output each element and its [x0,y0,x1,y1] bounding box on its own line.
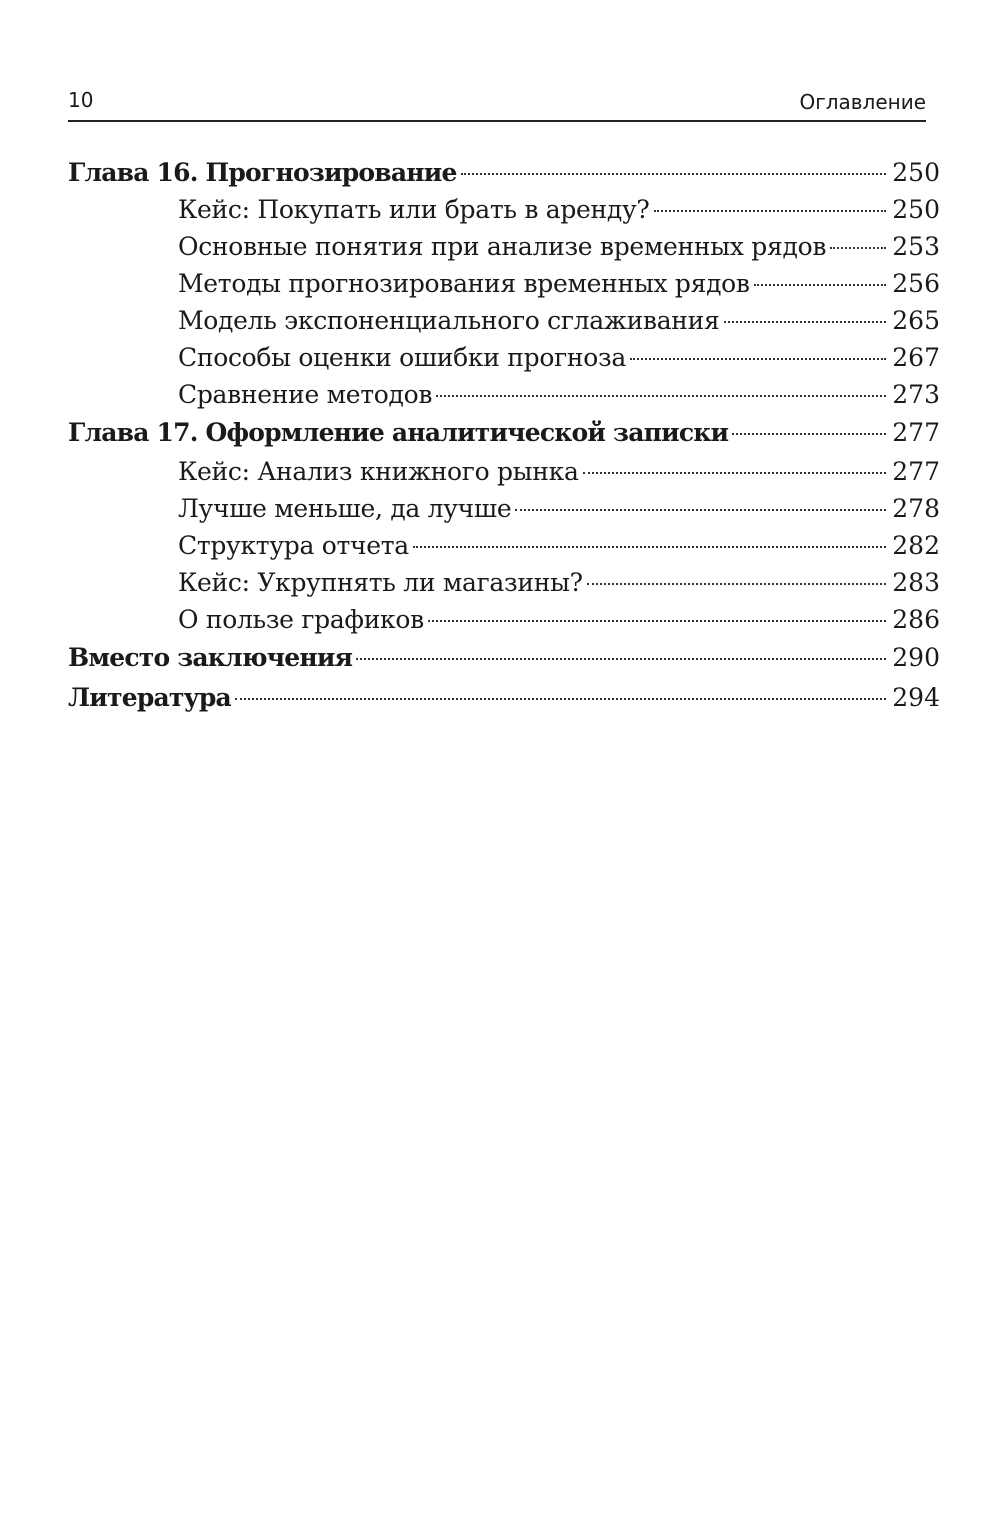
toc-entry-page: 286 [892,605,940,634]
toc-entry-title: Основные понятия при анализе временных рядов [178,232,827,261]
toc-section[interactable] [68,376,940,413]
toc-entry-title: Глава 16. Прогнозирование [68,158,457,187]
toc-section[interactable] [68,527,940,564]
toc-entry-title: Кейс: Анализ книжного рынка [178,457,579,486]
toc-section[interactable] [68,339,940,376]
toc-section[interactable] [68,490,940,527]
toc-entry-title: Методы прогнозирования временных рядов [178,269,750,298]
dot-leader [235,698,886,700]
toc-entry-page: 283 [892,568,940,597]
table-of-contents [68,154,940,718]
dot-leader [654,210,886,212]
toc-entry-page: 256 [892,269,940,298]
dot-leader [515,509,886,511]
toc-section[interactable] [68,601,940,638]
dot-leader [630,358,886,360]
toc-entry-title: Структура отчета [178,531,409,560]
toc-entry-title: Модель экспоненциального сглаживания [178,306,720,335]
toc-section[interactable] [68,302,940,339]
toc-entry-title: Глава 17. Оформление аналитической записки [68,418,729,447]
toc-section[interactable] [68,228,940,265]
toc-entry-page: 265 [892,306,940,335]
dot-leader [428,620,886,622]
toc-entry-page: 250 [892,158,940,187]
toc-entry-title: Вместо заключения [68,643,353,672]
dot-leader [413,546,886,548]
toc-entry-page: 290 [892,643,940,672]
page-number: 10 [68,88,94,112]
toc-entry-title: Литература [68,683,231,712]
toc-entry-page: 273 [892,380,940,409]
toc-entry-title: Сравнение методов [178,380,433,409]
toc-section[interactable] [68,564,940,601]
dot-leader [461,173,886,175]
toc-entry-page: 253 [892,232,940,261]
toc-entry-page: 250 [892,195,940,224]
toc-entry-page: 282 [892,531,940,560]
toc-section[interactable] [68,453,940,490]
toc-entry-title: Кейс: Укрупнять ли магазины? [178,568,583,597]
toc-chapter-17[interactable] [68,413,940,453]
toc-entry-title: Лучше меньше, да лучше [178,494,512,523]
dot-leader [356,658,886,660]
toc-entry-title: Способы оценки ошибки прогноза [178,343,626,372]
toc-entry-page: 277 [892,418,940,447]
toc-section[interactable] [68,191,940,228]
toc-chapter-16[interactable] [68,154,940,191]
dot-leader [583,472,886,474]
page-header [68,86,926,122]
running-title: Оглавление [799,90,926,114]
dot-leader [724,321,886,323]
dot-leader [436,395,886,397]
toc-bibliography[interactable] [68,678,940,718]
toc-entry-title: Кейс: Покупать или брать в аренду? [178,195,650,224]
toc-entry-page: 267 [892,343,940,372]
toc-entry-page: 294 [892,683,940,712]
dot-leader [732,433,886,435]
toc-section[interactable] [68,265,940,302]
dot-leader [754,284,886,286]
toc-conclusion[interactable] [68,638,940,678]
toc-entry-page: 277 [892,457,940,486]
toc-entry-page: 278 [892,494,940,523]
dot-leader [830,247,886,249]
dot-leader [587,583,886,585]
toc-entry-title: О пользе графиков [178,605,424,634]
